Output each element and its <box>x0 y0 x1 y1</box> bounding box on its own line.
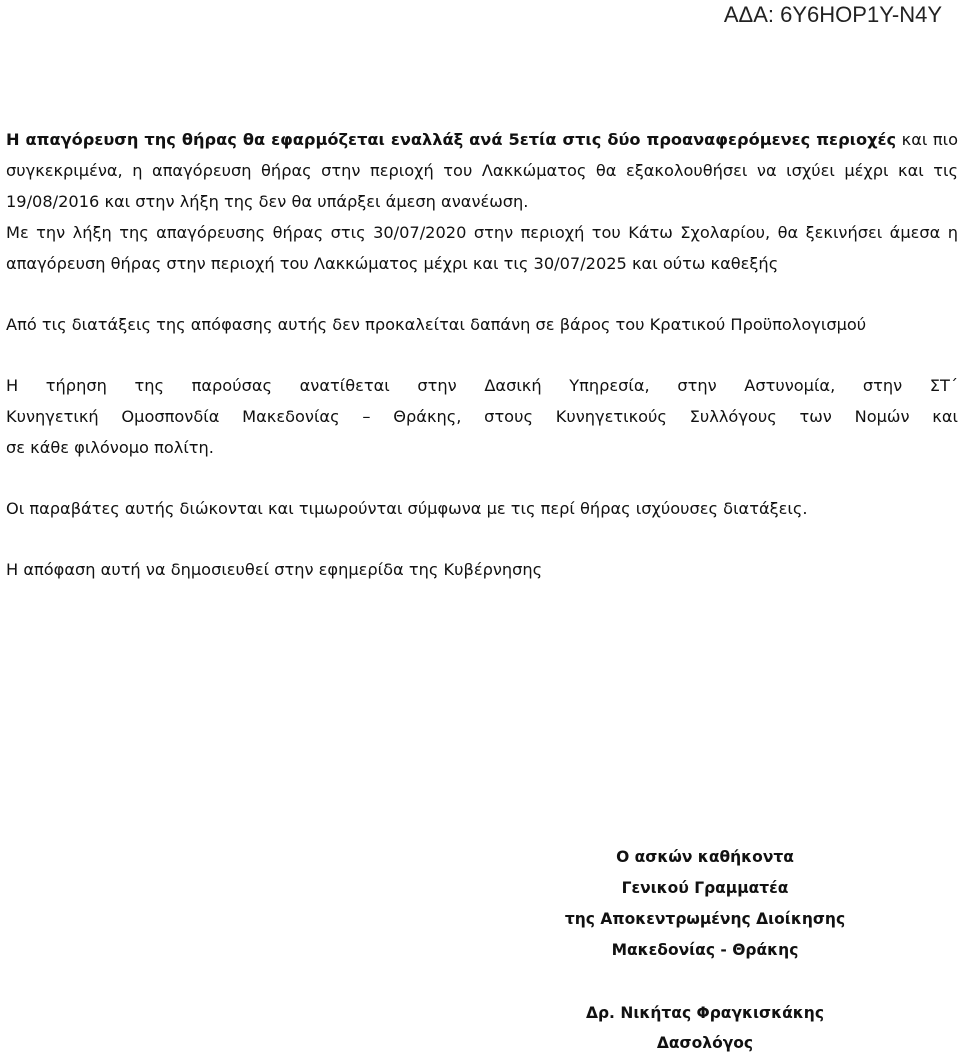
signer-block <box>560 998 850 1058</box>
paragraph-budget: Από τις διατάξεις της απόφασης αυτής δεν προκαλείται δαπάνη σε βάρος του Κρατικού Προϋπολογισμού <box>6 315 867 334</box>
signature-block <box>560 842 850 966</box>
paragraph-rotation-rule-rest: και πιο συγκεκριμένα, η απαγόρευση θήρας στην περιοχή του Λακκώματος θα εξακολουθήσει να ισχύει μέχρι και τις 19/08/2016 και στην λήξη της δεν θα υπάρξει άμεση ανανέωση. <box>6 130 958 211</box>
signature-line-4: Μακεδονίας - Θράκης <box>611 941 799 959</box>
paragraph-rotation-rule <box>6 124 958 217</box>
paragraph-enforcement-line-1: Η τήρηση της παρούσας ανατίθεται στην Δασική Υπηρεσία, στην Αστυνομία, στην ΣΤ΄ <box>6 376 958 395</box>
document-body <box>6 124 958 585</box>
paragraph-publication: Η απόφαση αυτή να δημοσιευθεί στην εφημερίδα της Κυβέρνησης <box>6 560 543 579</box>
paragraph-rotation-rule-bold: Η απαγόρευση της θήρας θα εφαρμόζεται εναλλάξ ανά 5ετία στις δύο προαναφερόμενες περιοχές <box>6 130 897 149</box>
signature-line-1: Ο ασκών καθήκοντα <box>616 848 794 866</box>
signature-line-2: Γενικού Γραμματέα <box>621 879 789 897</box>
signer-title: Δασολόγος <box>656 1034 754 1052</box>
spacer <box>6 463 958 493</box>
paragraph-enforcement-line-3: σε κάθε φιλόνομο πολίτη. <box>6 438 214 457</box>
paragraph-violations: Οι παραβάτες αυτής διώκονται και τιμωρούνται σύμφωνα με τις περί θήρας ισχύουσες διατάξεις. <box>6 499 808 518</box>
spacer <box>6 524 958 554</box>
signature-line-3: της Αποκεντρωμένης Διοίκησης <box>564 910 846 928</box>
spacer <box>6 340 958 370</box>
signer-name: Δρ. Νικήτας Φραγκισκάκης <box>585 1004 825 1022</box>
paragraph-enforcement <box>6 370 958 463</box>
ada-document-id: ΑΔΑ: 6Υ6ΗΟΡ1Υ-Ν4Υ <box>723 2 942 27</box>
paragraph-enforcement-line-2: Κυνηγετική Ομοσπονδία Μακεδονίας – Θράκης, στους Κυνηγετικούς Συλλόγους των Νομών και <box>6 407 958 426</box>
paragraph-hunting-ban-dates: Με την λήξη της απαγόρευσης θήρας στις 30/07/2020 στην περιοχή του Κάτω Σχολαρίου, θα ξεκινήσει άμεσα η απαγόρευση θήρας στην περιοχή του Λακκώματος μέχρι και τις 30/07/2025 και ούτω καθεξής <box>6 223 958 273</box>
spacer <box>6 279 958 309</box>
